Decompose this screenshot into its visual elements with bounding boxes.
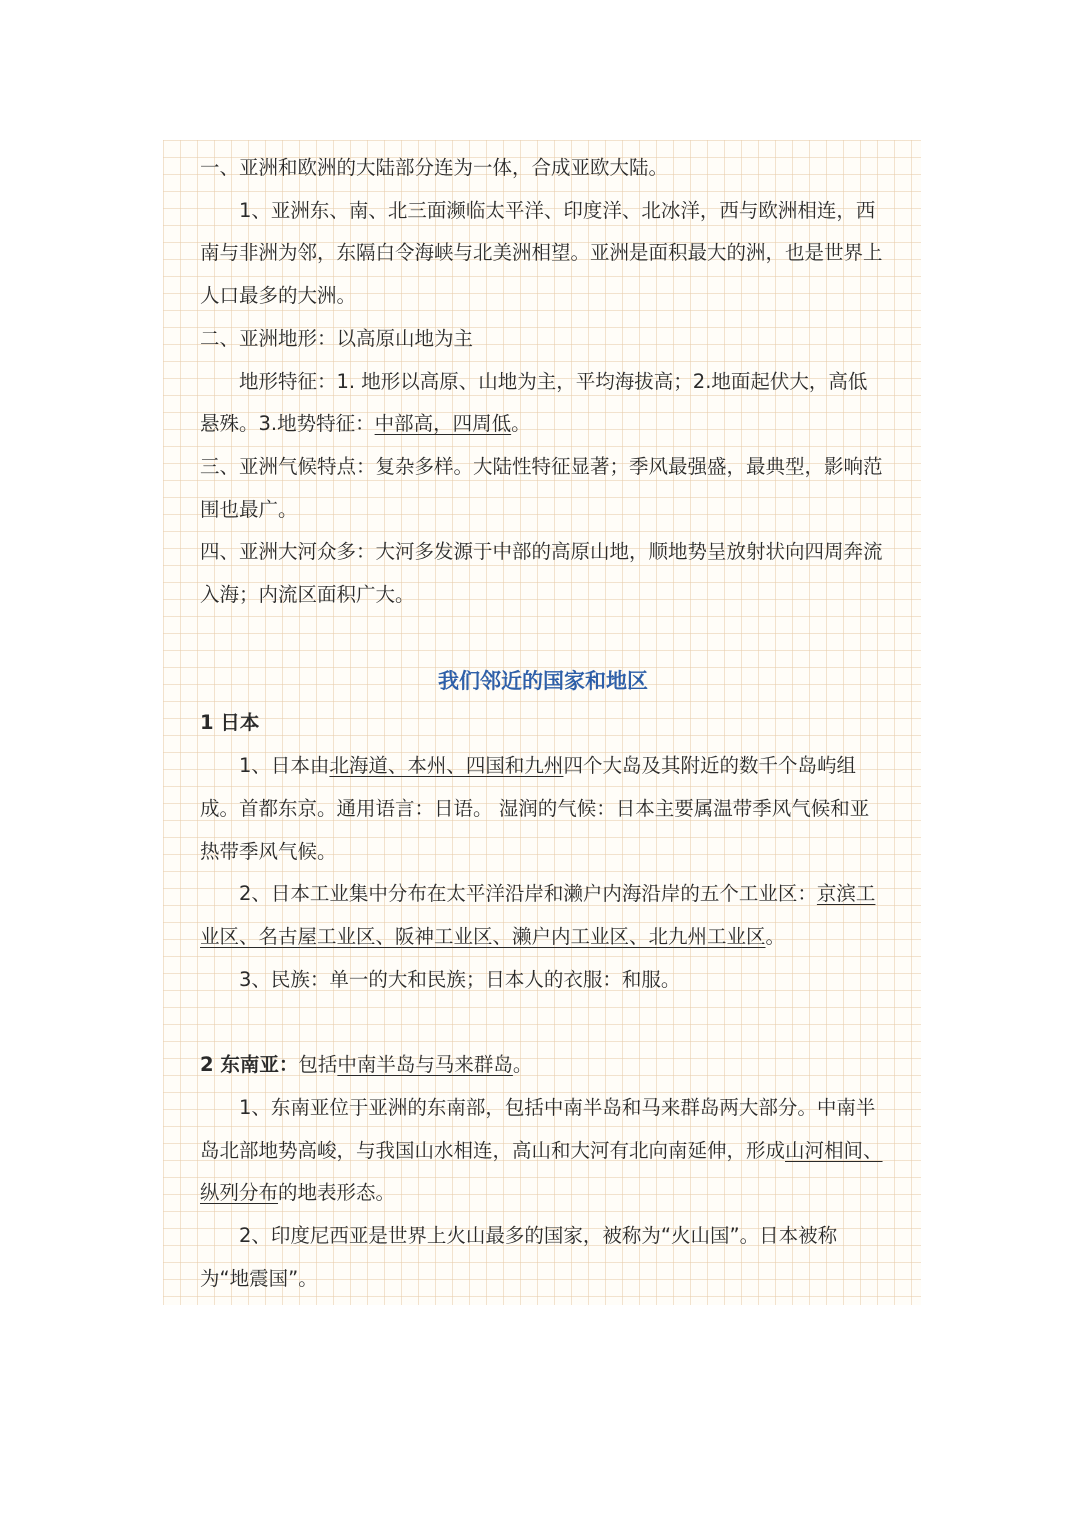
sea-p1-text: 1、东南亚位于亚洲的东南部，包括中南半岛和马来群岛两大部分。中南半岛北部地势高峻，与我国山水相连，高山和大河有北向南延伸，形成 xyxy=(200,1096,876,1162)
japan-islands-underlined: 北海道、本州、四国和九州 xyxy=(329,754,564,778)
japan-p2-text: 2、日本工业集中分布在太平洋沿岸和濑户内海沿岸的五个工业区： xyxy=(239,882,817,906)
japan-paragraph-2 xyxy=(200,873,886,958)
asia-paragraph-2: 1、亚洲东、南、北三面濒临太平洋、印度洋、北冰洋，西与欧洲相连，西南与非洲为邻，东隔白令海峡与北美洲相望。亚洲是面积最大的洲，也是世界上人口最多的大洲。 xyxy=(200,198,883,308)
asia-terrain-features xyxy=(200,361,886,446)
southeast-asia-heading-end: 。 xyxy=(512,1053,533,1077)
sea-p1-end: 的地表形态。 xyxy=(278,1181,396,1205)
southeast-asia-heading-text: 包括 xyxy=(298,1053,338,1077)
southeast-asia-heading-label: 2 东南亚： xyxy=(200,1053,299,1077)
japan-paragraph-3: 3、民族：单一的大和民族；日本人的衣服：和服。 xyxy=(239,967,681,991)
section-title: 我们邻近的国家和地区 xyxy=(438,668,648,693)
terrain-features-end: 。 xyxy=(511,412,531,436)
asia-paragraph-1: 一、亚洲和欧洲的大陆部分连为一体，合成亚欧大陆。 xyxy=(200,156,669,179)
sea-landform-underlined: 山河相间、纵列分布 xyxy=(200,1138,883,1205)
japan-industrial-zones-underlined: 京滨工业区、名古屋工业区、阪神工业区、濑户内工业区、北九州工业区 xyxy=(200,882,876,948)
southeast-asia-heading xyxy=(200,1044,886,1087)
terrain-features-text: 地形特征：1. 地形以高原、山地为主，平均海拔高；2.地面起伏大，高低悬殊。3.地势特征： xyxy=(200,369,868,436)
southeast-asia-heading-underlined: 中南半岛与马来群岛 xyxy=(337,1053,513,1077)
southeast-asia-paragraph-2: 2、印度尼西亚是世界上火山最多的国家，被称为“火山国”。日本被称为“地震国”。 xyxy=(200,1224,838,1290)
asia-climate-paragraph: 三、亚洲气候特点：复杂多样。大陆性特征显著；季风最强盛，最典型，影响范围也最广。 xyxy=(200,454,883,521)
japan-paragraph-1 xyxy=(200,745,886,873)
terrain-underlined-text: 中部高，四周低 xyxy=(374,412,512,436)
southeast-asia-paragraph-1 xyxy=(200,1087,886,1215)
japan-p2-end: 。 xyxy=(765,924,786,948)
japan-p1-text: 1、日本由 xyxy=(239,754,330,778)
japan-heading: 1 日本 xyxy=(200,711,260,735)
document-body xyxy=(200,147,886,1301)
japan-p1-rest: 四个大岛及其附近的数千个岛屿组成。首都东京。通用语言：日语。 湿润的气候：日本主要属温带季风气候和亚热带季风气候。 xyxy=(200,754,870,863)
asia-rivers-paragraph: 四、亚洲大河众多：大河多发源于中部的高原山地，顺地势呈放射状向四周奔流入海；内流区面积广大。 xyxy=(200,540,883,607)
asia-terrain-heading: 二、亚洲地形：以高原山地为主 xyxy=(200,326,474,350)
